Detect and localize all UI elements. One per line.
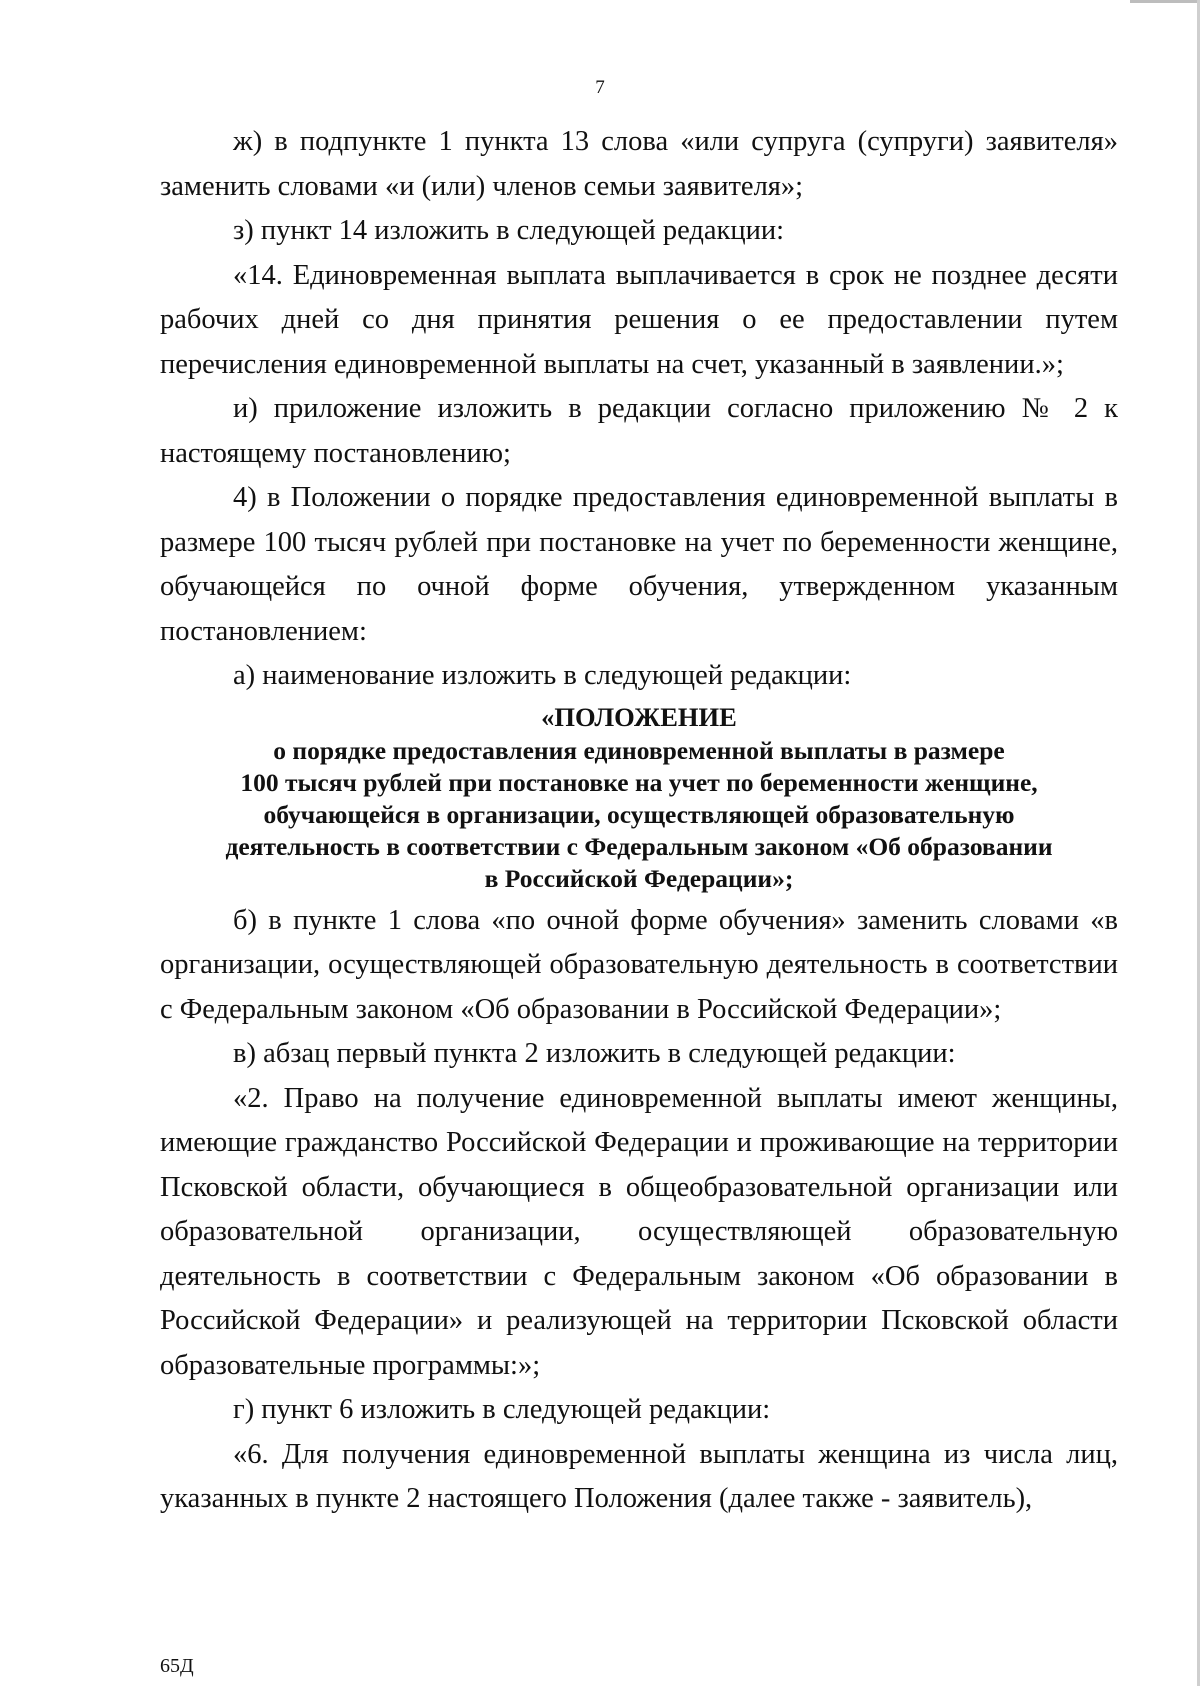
paragraph-zh: ж) в подпункте 1 пункта 13 слова «или супруга (супруги) заявителя» заменить словами «и (или) членов семьи заявителя»;	[160, 126, 1118, 202]
document-body	[160, 120, 1118, 1522]
paragraph-g: г) пункт 6 изложить в следующей редакции:	[233, 1394, 771, 1425]
page-number: 7	[595, 77, 605, 98]
regulation-heading	[160, 699, 1118, 895]
paragraph-z: з) пункт 14 изложить в следующей редакции:	[233, 215, 785, 246]
scan-edge-top	[1130, 0, 1200, 3]
regulation-subtitle-line: в Российской Федерации»;	[484, 863, 794, 893]
paragraph-a: а) наименование изложить в следующей редакции:	[233, 660, 852, 691]
paragraph-point-6: «6. Для получения единовременной выплаты женщина из числа лиц, указанных в пункте 2 настоящего Положения (далее также - заявитель),	[160, 1438, 1118, 1514]
paragraph-point-2: «2. Право на получение единовременной выплаты имеют женщины, имеющие гражданство Российской Федерации и проживающие на территории Псковской области, обучающиеся в общеобразовательной организации или образовательной организации, осуществляющей образовательную деятельность в соответствии с Федеральным законом «Об образовании в Российской Федерации» и реализующей на территории Псковской области образовательные программы:»;	[160, 1082, 1118, 1381]
regulation-subtitle-line: о порядке предоставления единовременной выплаты в размере	[273, 735, 1005, 765]
paragraph-point-14: «14. Единовременная выплата выплачивается в срок не позднее десяти рабочих дней со дня принятия решения о ее предоставлении путем перечисления единовременной выплаты на счет, указанный в заявлении.»;	[160, 259, 1118, 380]
paragraph-i: и) приложение изложить в редакции согласно приложению № 2 к настоящему постановлению;	[160, 393, 1118, 469]
regulation-title: «ПОЛОЖЕНИЕ	[541, 701, 737, 732]
regulation-subtitle-line: деятельность в соответствии с Федеральным законом «Об образовании	[225, 831, 1053, 861]
regulation-subtitle-line: обучающейся в организации, осуществляющей образовательную	[263, 799, 1015, 829]
document-code: 65Д	[160, 1655, 194, 1677]
paragraph-b: б) в пункте 1 слова «по очной форме обучения» заменить словами «в организации, осуществляющей образовательную деятельность в соответствии с Федеральным законом «Об образовании в Российской Федерации»;	[160, 904, 1118, 1025]
paragraph-v: в) абзац первый пункта 2 изложить в следующей редакции:	[233, 1038, 956, 1069]
paragraph-4: 4) в Положении о порядке предоставления единовременной выплаты в размере 100 тысяч рублей при постановке на учет по беременности женщине, обучающейся по очной форме обучения, утвержденном указанным постановлением:	[160, 482, 1118, 647]
regulation-subtitle-line: 100 тысяч рублей при постановке на учет по беременности женщине,	[240, 767, 1038, 797]
